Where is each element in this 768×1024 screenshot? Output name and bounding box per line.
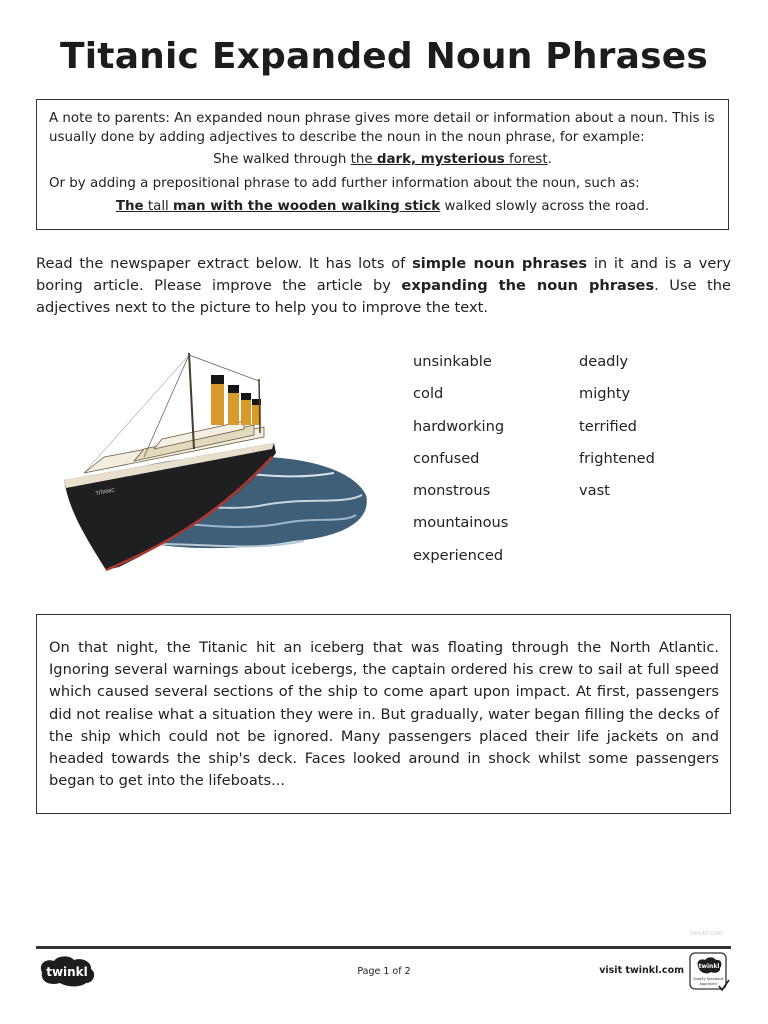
instructions (36, 253, 731, 319)
page-number: Page 1 of 2 (357, 966, 411, 977)
example1-the: the (350, 152, 377, 167)
example1-end: . (547, 152, 552, 167)
adjective-item: unsinkable (413, 353, 492, 370)
badge-line-1: Quality Standard (692, 977, 724, 981)
adjective-item: hardworking (413, 417, 505, 435)
note-prepositional: Or by adding a prepositional phrase to add further information about the noun, such as: (49, 175, 640, 191)
adjective-item: mountainous (413, 514, 509, 532)
badge-line-2: Approved (699, 982, 717, 986)
instructions-text-1: Read the newspaper extract below. It has lots of (36, 255, 413, 272)
instructions-bold-2: expanding the noun phrases (401, 277, 655, 294)
instructions-bold-1: simple noun phrases (412, 255, 588, 272)
ship-nameplate: TITANIC (95, 487, 116, 497)
adjective-item: mighty (579, 385, 631, 403)
example1-pre: She walked through (213, 152, 351, 167)
adjective-item: vast (579, 482, 610, 500)
adjective-item: terrified (579, 417, 637, 435)
example2-tall: tall (143, 199, 174, 214)
badge-brand: twinkl (698, 963, 720, 970)
adjective-item: deadly (579, 353, 629, 370)
example1-adjectives: dark, mysterious (376, 152, 505, 167)
newspaper-extract-text: On that night, the Titanic hit an iceberg that was floating through the North Atlantic. Ignoring several warnings about icebergs, the captain ordered his crew to sail at full speed which caused several sections of the ship to come apart upon impact. At first, passengers did not realise what a situation they were in. But gradually, water began filling the decks of the ship which could not be ignored. Many passengers placed their life jackets on and headed towards the ship's deck. Faces looked around in shock whilst some passengers began to get into the lifeboats... (49, 639, 719, 790)
example2-phrase: man with the wooden walking stick (173, 199, 441, 214)
parent-note-box (36, 99, 729, 230)
example2-the: The (115, 199, 144, 214)
example2-rest: walked slowly across the road. (440, 199, 650, 214)
note-example-1 (49, 151, 716, 170)
adjective-column-2 (579, 346, 655, 507)
note-intro: A note to parents: An expanded noun phrase gives more detail or information about a noun. This is usually done by adding adjectives to describe the noun in the noun phrase, for example: (49, 111, 715, 145)
titanic-ship-illustration (44, 345, 374, 575)
quality-standard-badge (689, 952, 731, 992)
visit-link[interactable]: visit twinkl.com (599, 965, 684, 976)
adjective-item: cold (413, 385, 444, 403)
instructions-text-3: . Use the adjectives next to the picture to help you to improve the text. (36, 277, 731, 316)
example1-noun: forest (504, 152, 548, 167)
adjective-item: monstrous (413, 482, 491, 500)
adjective-column-1 (413, 346, 508, 572)
newspaper-extract-box (36, 614, 731, 814)
footer-divider (36, 946, 731, 949)
note-example-2 (49, 198, 716, 217)
page-title: Titanic Expanded Noun Phrases (59, 36, 709, 77)
instructions-text-2: in it and is a very boring article. Please improve the article by (36, 255, 732, 294)
watermark: twinkl.com (690, 930, 723, 937)
adjective-item: experienced (413, 546, 504, 564)
logo-text: twinkl (46, 965, 88, 979)
adjective-item: frightened (579, 449, 655, 467)
adjective-item: confused (413, 449, 480, 467)
